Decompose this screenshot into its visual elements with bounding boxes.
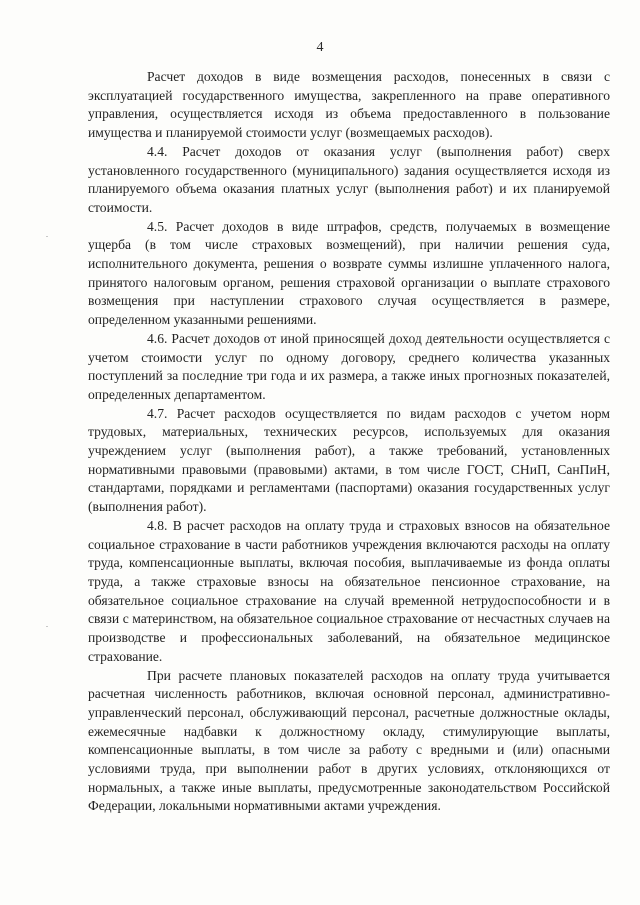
document-body xyxy=(88,68,610,816)
paragraph-4-7: 4.7. Расчет расходов осуществляется по видам расходов с учетом норм трудовых, материальных, технических ресурсов, используемых для оказания учреждением услуг (выполнения работ), а также требований, установленных нормативными правовыми (правовыми) актами, в том числе ГОСТ, СНиП, СанПиН, стандартами, порядками и регламентами (паспортами) оказания государственных услуг (выполнения работ). xyxy=(88,405,610,515)
paragraph-4-6: 4.6. Расчет доходов от иной приносящей доход деятельности осуществляется с учетом стоимости услуг по одному договору, среднего количества указанных поступлений за последние три года и их размера, а также иных прогнозных показателей, определенных департаментом. xyxy=(88,330,610,402)
paragraph-4-4: 4.4. Расчет доходов от оказания услуг (выполнения работ) сверх установленного государственного (муниципального) задания осуществляется исходя из планируемого объема оказания платных услуг (выполнения работ) и их планируемой стоимости. xyxy=(88,143,610,215)
paragraph-4-8: 4.8. В расчет расходов на оплату труда и страховых взносов на обязательное социальное страхование в части работников учреждения включаются расходы на оплату труда, компенсационные выплаты, включая пособия, выплачиваемые из фонда оплаты труда, а также страховые взносы на обязательное пенсионное страхование, на обязательное социальное страхование на случай временной нетрудоспособности и в связи с материнством, на обязательное социальное страхование от несчастных случаев на производстве и профессиональных заболеваний, на обязательное медицинское страхование. xyxy=(88,517,610,664)
scan-mark xyxy=(46,626,48,627)
paragraph-payroll-planning: При расчете плановых показателей расходов на оплату труда учитывается расчетная численность работников, включая основной персонал, административно-управленческий персонал, обслуживающий персонал, расчетные должностные оклады, ежемесячные надбавки к должностному окладу, стимулирующие выплаты, компенсационные выплаты, в том числе за работу с вредными и (или) опасными условиями труда, при выполнении работ в других условиях, отклоняющихся от нормальных, а также иные выплаты, предусмотренные законодательством Российской Федерации, локальными нормативными актами учреждения. xyxy=(88,667,610,814)
paragraph-income-property-expenses: Расчет доходов в виде возмещения расходов, понесенных в связи с эксплуатацией государственного имущества, закрепленного на праве оперативного управления, осуществляется исходя из объема предоставленного в пользование имущества и планируемой стоимости услуг (возмещаемых расходов). xyxy=(88,69,610,141)
paragraph-4-5: 4.5. Расчет доходов в виде штрафов, средств, получаемых в возмещение ущерба (в том числе страховых возмещений), при наличии решения суда, исполнительного документа, решения о возврате суммы излишне уплаченного налога, принятого налоговым органом, решения страховой организации о выплате страхового возмещения при наступлении страхового случая осуществляется в размере, определенном указанными решениями. xyxy=(88,218,610,328)
page-number: 4 xyxy=(316,40,324,55)
scan-mark xyxy=(46,236,48,237)
